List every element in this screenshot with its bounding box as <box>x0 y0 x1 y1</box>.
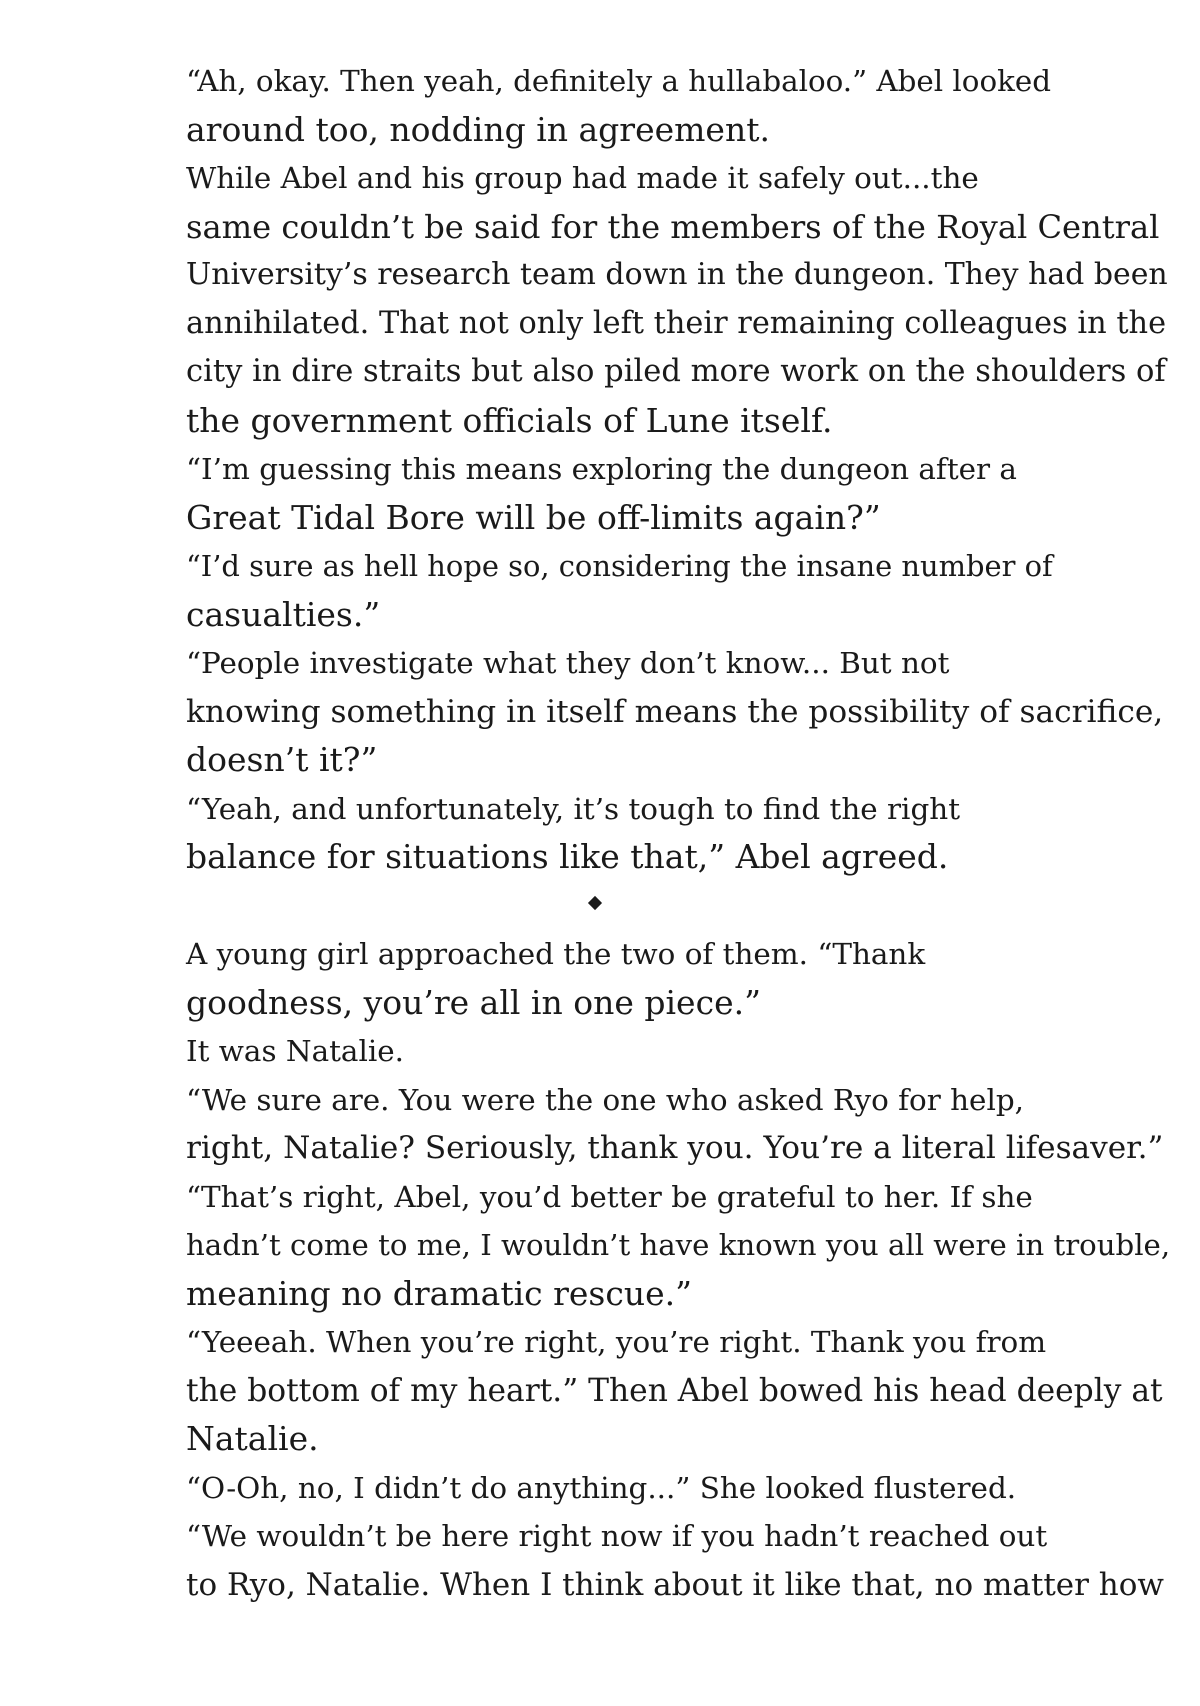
text-line: casualties.” <box>186 594 381 634</box>
text-line: It was Natalie. <box>186 1034 404 1068</box>
paragraph <box>67 639 1164 785</box>
text-line: “We wouldn’t be here right now if you hadn’t reached out <box>186 1519 1048 1553</box>
text-line: city in dire straits but also piled more work on the shoulders of <box>186 354 1166 389</box>
paragraph <box>67 1027 1157 1076</box>
paragraph <box>67 930 1157 1027</box>
text-line: doesn’t it?” <box>186 740 378 779</box>
text-line: Natalie. <box>186 1419 319 1458</box>
text-line: annihilated. That not only left their remaining colleagues in the <box>186 305 1167 341</box>
paragraph <box>67 1318 1163 1464</box>
text-line: “People investigate what they don’t know... But not <box>186 646 950 680</box>
text-line: the bottom of my heart.” Then Abel bowed his head deeply at <box>186 1372 1163 1409</box>
text-line: “I’m guessing this means exploring the dungeon after a <box>186 452 1017 486</box>
text-line: same couldn’t be said for the members of the Royal Central <box>186 207 1160 246</box>
text-line: University’s research team down in the dungeon. They had been <box>186 257 1168 292</box>
paragraph <box>67 785 1157 882</box>
paragraph <box>67 1464 1157 1513</box>
text-line: “That’s right, Abel, you’d better be grateful to her. If she <box>186 1179 1033 1214</box>
paragraph <box>67 445 1157 542</box>
paragraph <box>67 154 1168 445</box>
text-line: goodness, you’re all in one piece.” <box>186 982 761 1022</box>
text-line: “Yeah, and unfortunately, it’s tough to find the right <box>186 791 960 826</box>
text-line: A young girl approached the two of them. “Thank <box>186 937 926 971</box>
text-line: around too, nodding in agreement. <box>186 109 770 149</box>
paragraph <box>67 1076 1164 1173</box>
text-line: “O-Oh, no, I didn’t do anything...” She looked flustered. <box>186 1470 1017 1505</box>
text-line: Great Tidal Bore will be off-limits again?” <box>186 497 881 537</box>
text-line: “Ah, okay. Then yeah, definitely a hullabaloo.” Abel looked <box>186 64 1052 98</box>
text-line: right, Natalie? Seriously, thank you. You’re a literal lifesaver.” <box>186 1130 1164 1166</box>
text-line: knowing something in itself means the possibility of sacrifice, <box>186 693 1164 730</box>
text-line: “Yeeeah. When you’re right, you’re right. Thank you from <box>186 1325 1047 1359</box>
text-line: “I’d sure as hell hope so, considering the insane number of <box>186 549 1053 583</box>
paragraph <box>67 1173 1171 1319</box>
text-line: the government officials of Lune itself. <box>186 400 833 440</box>
paragraph <box>67 542 1157 639</box>
text-line: to Ryo, Natalie. When I think about it like that, no matter how <box>186 1566 1164 1603</box>
text-line: While Abel and his group had made it safely out...the <box>186 161 979 195</box>
text-line: hadn’t come to me, I wouldn’t have known you all were in trouble, <box>186 1228 1171 1262</box>
diamond-icon <box>588 895 602 909</box>
text-line: meaning no dramatic rescue.” <box>186 1273 692 1313</box>
paragraph <box>67 1512 1164 1609</box>
body-text <box>67 57 1171 1609</box>
text-line: balance for situations like that,” Abel agreed. <box>186 837 949 876</box>
text-line: “We sure are. You were the one who asked Ryo for help, <box>186 1082 1025 1117</box>
scene-break <box>67 882 1157 931</box>
paragraph <box>67 57 1157 154</box>
